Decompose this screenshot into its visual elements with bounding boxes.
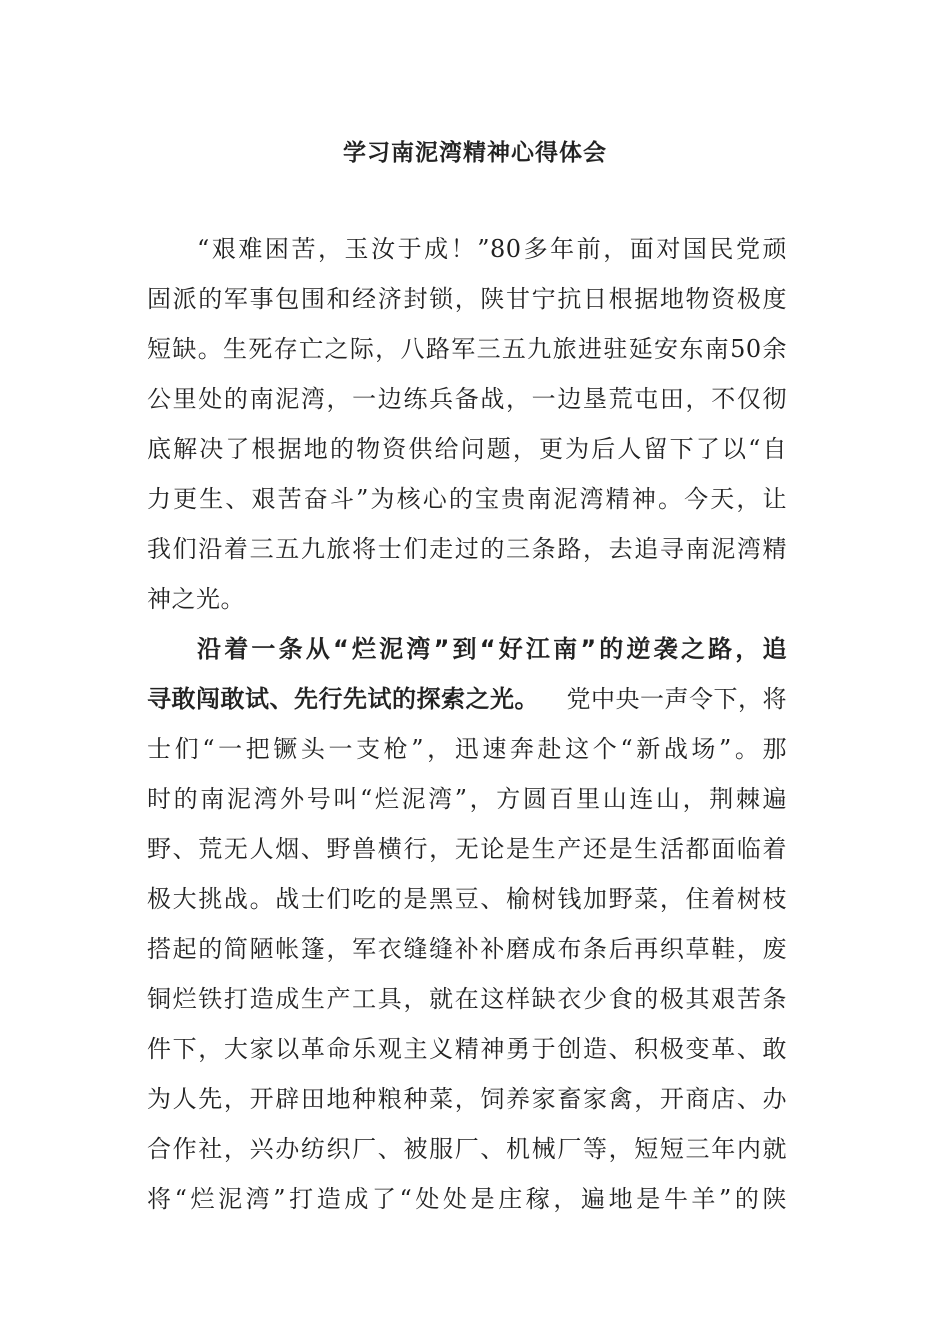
paragraph-1-line-1: “艰难困苦，玉汝于成！”80多年前，面对国民党顽	[197, 235, 787, 263]
paragraph-1-line-2: 固派的军事包围和经济封锁，陕甘宁抗日根据地物资极度	[147, 285, 787, 313]
paragraph-2-line-5: 野、荒无人烟、野兽横行，无论是生产还是生活都面临着	[147, 835, 787, 863]
paragraph-1-line-5: 底解决了根据地的物资供给问题，更为后人留下了以“自	[147, 435, 787, 463]
paragraph-2-line-4: 时的南泥湾外号叫“烂泥湾”，方圆百里山连山，荆棘遍	[147, 785, 787, 813]
paragraph-2-line-7: 搭起的简陋帐篷，军衣缝缝补补磨成布条后再织草鞋，废	[147, 935, 787, 963]
paragraph-2-line-3: 士们“一把镢头一支枪”，迅速奔赴这个“新战场”。那	[147, 735, 787, 763]
paragraph-1-line-6: 力更生、艰苦奋斗”为核心的宝贵南泥湾精神。今天，让	[147, 485, 787, 513]
paragraph-2-heading-line-1: 沿着一条从“烂泥湾”到“好江南”的逆袭之路，追	[197, 635, 787, 663]
paragraph-2-line-11: 合作社，兴办纺织厂、被服厂、机械厂等，短短三年内就	[147, 1135, 787, 1163]
paragraph-1-line-4: 公里处的南泥湾，一边练兵备战，一边垦荒屯田，不仅彻	[147, 385, 787, 413]
paragraph-2-line-2	[147, 679, 787, 719]
document-title: 学习南泥湾精神心得体会	[343, 140, 607, 166]
paragraph-1-line-8: 神之光。	[147, 585, 245, 613]
paragraph-2-line-12: 将“烂泥湾”打造成了“处处是庄稼，遍地是牛羊”的陕	[147, 1185, 787, 1213]
paragraph-2-line-2-rest: 党中央一声令下，将	[566, 685, 787, 713]
paragraph-1-line-3: 短缺。生死存亡之际，八路军三五九旅进驻延安东南50余	[147, 335, 787, 363]
paragraph-2-line-8: 铜烂铁打造成生产工具，就在这样缺衣少食的极其艰苦条	[147, 985, 787, 1013]
paragraph-1-line-7: 我们沿着三五九旅将士们走过的三条路，去追寻南泥湾精	[147, 535, 787, 563]
paragraph-2-line-9: 件下，大家以革命乐观主义精神勇于创造、积极变革、敢	[147, 1035, 787, 1063]
paragraph-2-line-10: 为人先，开辟田地种粮种菜，饲养家畜家禽，开商店、办	[147, 1085, 787, 1113]
paragraph-2-line-6: 极大挑战。战士们吃的是黑豆、榆树钱加野菜，住着树枝	[147, 885, 787, 913]
paragraph-2-heading-line-2: 寻敢闯敢试、先行先试的探索之光。	[147, 685, 539, 713]
